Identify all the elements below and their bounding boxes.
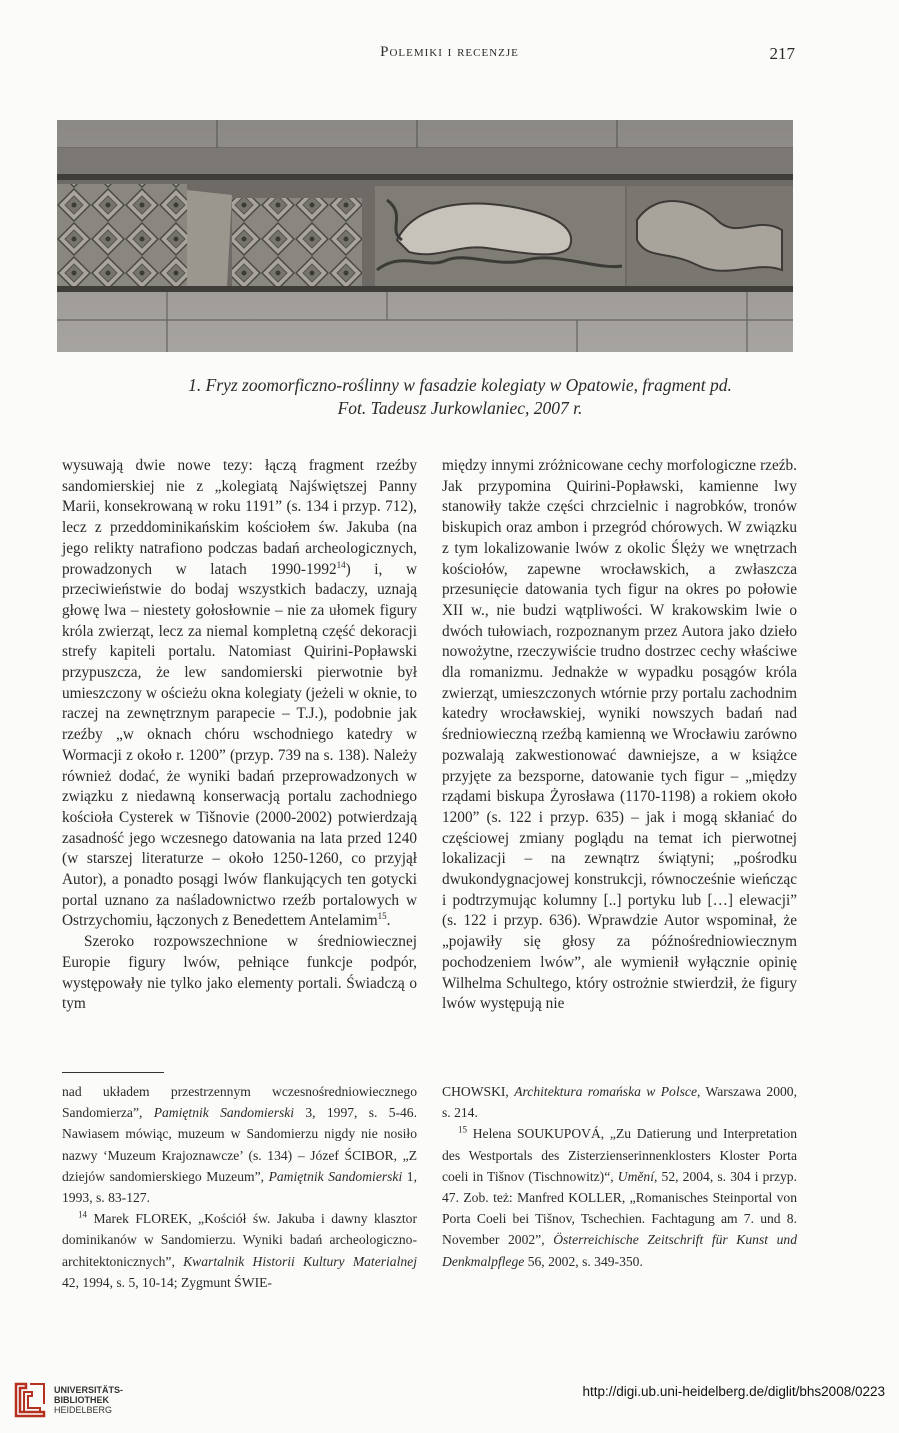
text-run-italic: Architektura romańska w Polsce	[514, 1084, 697, 1099]
footnote-number: 15	[458, 1124, 467, 1135]
footnote-continuation	[442, 1081, 797, 1123]
footnotes-right	[442, 1081, 797, 1272]
text-run: 3, 1997, s. 5-46. Nawiasem mówiąc, muzeum w Sandomierzu nigdy nie nosiło nazwy ‘Muzeum Krajoznawcze’ (s. 134) – Józef ŚCIBOR, „Z dziejów sandomierskiego Muzeum”,	[62, 1105, 418, 1184]
figure-photo	[57, 120, 793, 352]
text-run-italic: Umění	[617, 1168, 655, 1184]
text-run: Marek FLOREK, „Kościół św. Jakuba i dawny klasztor dominikanów w Sandomierzu. Wyniki badań archeologiczno-architektonicznych”,	[62, 1211, 417, 1269]
footnote-14	[62, 1208, 417, 1293]
text-run-italic: Pamiętnik Sandomierski	[153, 1105, 295, 1121]
paragraph: Szeroko rozpowszechnione w średniowiecznej Europie figury lwów, pełniące funkcje podpór, występowały nie tylko jako elementy portali. Świadczą o tym	[62, 933, 417, 1013]
frieze-photo-illustration	[57, 120, 793, 352]
text-run: 42, 1994, s. 5, 10-14; Zygmunt ŚWIE-	[62, 1274, 272, 1290]
page-number: 217	[769, 44, 795, 63]
text-run: wysuwają dwie nowe tezy: łączą fragment rzeźby sandomierskiej nie z „kolegiatą Najświętszej Panny Marii, konsekrowaną w roku 1191” (s. 134 i przyp. 712), lecz z przeddominikańskim kościołem św. Jakuba (na jego relikty natrafiono podczas badań archeologicznych, prowadzonych w latach 1990-1992	[62, 457, 417, 578]
text-run: , Warszawa 2000, s. 214.	[442, 1084, 797, 1121]
caption-line-2: Fot. Tadeusz Jurkowlaniec, 2007 r.	[337, 398, 583, 418]
logo-line-3: HEIDELBERG	[54, 1405, 113, 1415]
footnote-separator	[62, 1072, 164, 1073]
library-logo-icon	[10, 1380, 50, 1420]
text-run: nad układem przestrzennym wczesnośredniowiecznego Sandomierza”,	[62, 1084, 417, 1121]
body-column-right	[442, 456, 797, 1015]
body-column-left	[62, 456, 417, 1015]
logo-line-2: BIBLIOTHEK	[54, 1395, 109, 1405]
caption-line-1: 1. Fryz zoomorficzno-roślinny w fasadzie kolegiaty w Opatowie, fragment pd.	[188, 375, 732, 395]
text-run: 56, 2002, s. 349-350.	[524, 1253, 643, 1269]
text-run-italic: Österreichische Zeitschrift für Kunst und Denkmalpflege	[442, 1232, 797, 1269]
footnote-continuation	[62, 1081, 417, 1208]
footnotes-left	[62, 1081, 417, 1293]
text-run: ) i, w przeciwieństwie do bodaj wszystkich badaczy, uznają głowę lwa – niestety gołosłownie – nie za ułomek figury króla zwierząt, lecz za niemal kompletną część dekoracji strefy kapiteli portalu. Natomiast Quirini-Popławski przypuszcza, że lew sandomierski pierwotnie był umieszczony w ościeżu okna kolegiaty (jeżeli w oknie, to raczej na zewnętrznym parapecie – T.J.), podobnie jak rzeźby „w oknach chóru wschodniego katedry w Wormacji z około r. 1200” (przyp. 739 na s. 138). Należy również dodać, że wyniki badań przeprowadzonych w związku z niedawną konserwacją portalu zachodniego kościoła Cysterek w Tišnovie (2000-2002) potwierdzają zasadność jego wczesnego datowania na lata przed 1240 (w starszej literaturze – około 1250-1260, co przyjął Autor), a ponadto posągi lwów flankujących ten gotycki portal uznano za naśladownictwo rzeźb portalowych w Ostrzychomiu, łączonych z Benedettem Antelamim	[62, 560, 417, 930]
paragraph	[62, 456, 417, 932]
library-logo-text	[54, 1385, 123, 1415]
text-run: , 52, 2004, s. 304 i przyp. 47. Zob. też: Manfred KOLLER, „Romanisches Steinportal von Porta Coeli bei Tišnov, Tschechien. Fachtagung am 7. und 8. November 2002”,	[442, 1168, 797, 1248]
source-url-link[interactable]: http://digi.ub.uni-heidelberg.de/diglit/bhs2008/0223	[582, 1384, 885, 1399]
text-run-italic: Pamiętnik Sandomierski	[268, 1168, 403, 1184]
text-run: CHOWSKI,	[442, 1084, 515, 1099]
footnote-number: 14	[78, 1209, 87, 1220]
running-head: Polemiki i recenzje	[380, 44, 519, 60]
footnote-ref-14: 14	[336, 559, 346, 570]
footnote-15	[442, 1123, 797, 1271]
text-run: Helena SOUKUPOVÁ, „Zu Datierung und Interpretation des Westportals des Zisterzienserinnenklosters Kloster Porta coeli in Tišnov (Tischnowitz)“,	[442, 1126, 797, 1184]
text-run: 1, 1993, s. 83-127.	[62, 1168, 417, 1206]
text-run-italic: Kwartalnik Historii Kultury Materialnej	[183, 1253, 417, 1269]
library-logo[interactable]	[6, 1376, 136, 1426]
text-run: .	[386, 912, 391, 930]
figure-caption	[60, 374, 860, 420]
paragraph: między innymi zróżnicowane cechy morfologiczne rzeźb. Jak przypomina Quirini-Popławski, kamienne lwy stanowiły także części chrzcielnic i nagrobków, tronów biskupich oraz ambon i przegród chórowych. W związku z tym lokalizowanie lwów z okolic Ślęży we wnętrzach kościołów, zapewne wrocławskich, a zwłaszcza przesunięcie datowania tych figur na okres po połowie XII w., nie budzi wątpliwości. W krakowskim lwie o dwóch tułowiach, rozpoznanym przez Autora jako dzieło nowożytne, rzeczywiście trudno dostrzec cechy właściwe dla romanizmu. Jednakże w wypadku posągów króla zwierząt, umieszczonych wtórnie przy portalu zachodnim katedry wrocławskiej, wyniki nowszych badań nad średniowieczną rzeźbą kamienną we Wrocławiu zarówno pozwalają zakwestionować dawniejsze, a w książce przyjęte za bezsporne, datowanie tych figur – „między rządami biskupa Żyrosława (1170-1198) a rokiem około 1200” (s. 122 i przyp. 635) – jak i mogą skłaniać do częściowej zmiany poglądu na temat ich pierwotnej lokalizacji – na zewnątrz świątyni; „pośrodku dwukondygnacjowej konstrukcji, równocześnie wieńcząc i podtrzymując kolumny [..] portyku lub […] elewacji” (s. 122 i przyp. 636). Wprawdzie Autor wspominał, że „pojawiły się głosy za późnośredniowiecznym pochodzeniem lwów”, ale wymienił wyłącznie opinię Wilhelma Schultego, który ostrożnie stwierdził, że figury lwów występują nie	[442, 457, 797, 1013]
logo-line-1: UNIVERSITÄTS-	[54, 1385, 124, 1395]
footnote-ref-15: 15	[377, 911, 387, 922]
